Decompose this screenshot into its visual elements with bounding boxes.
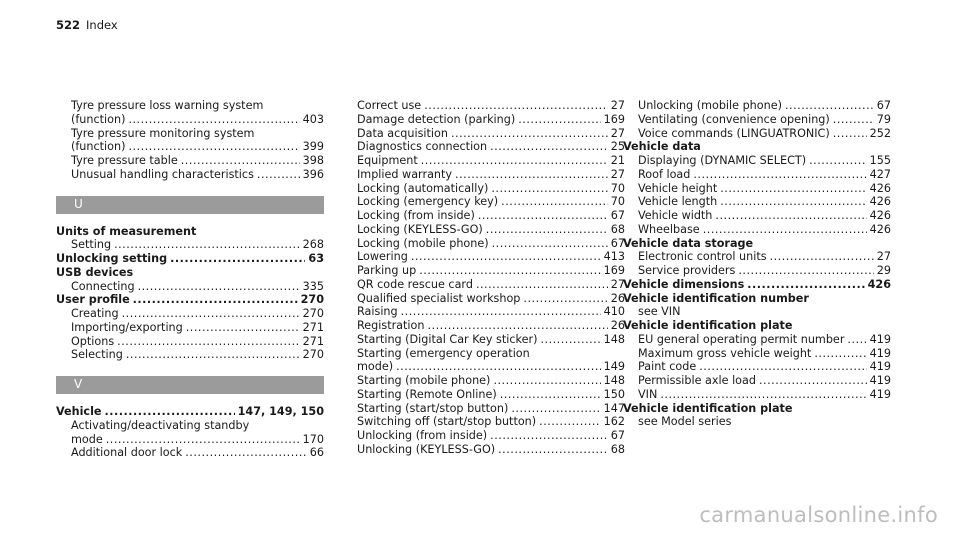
entry-page-number: 399: [302, 140, 324, 154]
entry-label: VIN: [638, 387, 658, 401]
leader-dots: [122, 307, 300, 321]
index-entry[interactable]: [623, 388, 891, 402]
index-entry[interactable]: [623, 182, 891, 196]
page-title: Index: [86, 18, 118, 32]
index-entry[interactable]: [623, 209, 891, 223]
index-entry: [56, 99, 324, 113]
leader-dots: [500, 388, 601, 402]
leader-dots: [847, 333, 866, 347]
entry-label: Vehicle dimensions: [623, 277, 745, 291]
entry-label: see VIN: [638, 305, 681, 319]
entry-label: Roof load: [638, 167, 691, 181]
index-entry[interactable]: [56, 321, 324, 335]
leader-dots: [501, 195, 608, 209]
index-entry[interactable]: [357, 154, 625, 168]
entry-label: see Model series: [638, 415, 732, 429]
index-heading: [623, 140, 891, 154]
entry-label: Starting (emergency operation: [357, 346, 530, 360]
index-entry[interactable]: [357, 333, 625, 347]
entry-page-number: 419: [869, 346, 891, 360]
leader-dots: [660, 388, 866, 402]
entry-label: Wheelbase: [638, 222, 700, 236]
index-heading: [623, 402, 891, 416]
entry-page-number: 252: [869, 126, 891, 140]
index-entry[interactable]: [56, 113, 324, 127]
index-entry[interactable]: [623, 127, 891, 141]
entry-label: Vehicle: [56, 405, 102, 418]
entry-label: Paint code: [638, 360, 697, 374]
entry-page-number: 147: [603, 401, 625, 415]
leader-dots: [486, 223, 608, 237]
section-letter-bar: V: [56, 376, 324, 394]
index-entry: [357, 347, 625, 361]
entry-label: Locking (from inside): [357, 209, 475, 222]
leader-dots: [747, 278, 864, 292]
entry-page-number: 27: [876, 250, 891, 264]
leader-dots: [478, 209, 608, 223]
entry-page-number: 270: [302, 307, 324, 320]
leader-dots: [181, 154, 300, 168]
entry-page-number: 66: [309, 446, 324, 460]
entry-label: Vehicle identification number: [623, 291, 809, 305]
index-entry[interactable]: [357, 237, 625, 251]
entry-page-number: 169: [603, 264, 625, 277]
index-entry[interactable]: [357, 415, 625, 429]
entry-label: mode): [357, 360, 394, 374]
entry-label: Equipment: [357, 154, 418, 167]
leader-dots: [133, 293, 298, 307]
entry-label: Tyre pressure loss warning system: [71, 99, 264, 112]
leader-dots: [427, 319, 607, 333]
entry-page-number: 67: [876, 99, 891, 112]
entry-label: Vehicle data storage: [623, 236, 754, 250]
index-entry[interactable]: [357, 113, 625, 127]
entry-page-number: 271: [302, 320, 324, 334]
index-entry[interactable]: [357, 223, 625, 237]
entry-page-number: 335: [302, 279, 324, 293]
leader-dots: [126, 348, 300, 362]
entry-label: Maximum gross vehicle weight: [638, 346, 812, 360]
page-header: [56, 18, 118, 32]
leader-dots: [105, 405, 235, 419]
entry-label: Vehicle width: [638, 209, 713, 222]
index-entry[interactable]: [623, 333, 891, 347]
entry-page-number: 419: [869, 360, 891, 374]
entry-label: Service providers: [638, 264, 736, 277]
entry-page-number: 26: [610, 291, 625, 305]
index-entry[interactable]: [357, 140, 625, 154]
leader-dots: [401, 305, 601, 319]
index-entry[interactable]: [357, 374, 625, 388]
entry-label: Locking (KEYLESS-GO): [357, 222, 483, 236]
entry-label: Starting (Remote Online): [357, 387, 497, 401]
entry-label: Locking (mobile phone): [357, 236, 489, 250]
entry-page-number: 70: [610, 195, 625, 209]
entry-label: Implied warranty: [357, 167, 453, 181]
entry-page-number: 68: [610, 222, 625, 236]
entry-label: Switching off (start/stop button): [357, 415, 537, 429]
index-heading[interactable]: [623, 278, 891, 292]
leader-dots: [498, 443, 608, 457]
entry-page-number: 398: [302, 154, 324, 167]
entry-page-number: 148: [603, 332, 625, 346]
leader-dots: [539, 415, 601, 429]
entry-label: Vehicle data: [623, 140, 701, 154]
entry-label: Selecting: [71, 348, 123, 362]
entry-label: Unlocking (KEYLESS-GO): [357, 442, 496, 456]
entry-label: mode: [71, 432, 103, 446]
entry-page-number: 413: [603, 250, 625, 264]
leader-dots: [421, 154, 608, 168]
entry-page-number: 419: [869, 387, 891, 401]
index-entry[interactable]: [357, 209, 625, 223]
entry-label: Locking (automatically): [357, 181, 489, 195]
leader-dots: [518, 113, 600, 127]
entry-label: Vehicle length: [638, 195, 718, 209]
leader-dots: [396, 360, 601, 374]
leader-dots: [451, 127, 608, 141]
entry-label: Unlocking setting: [56, 252, 168, 265]
leader-dots: [490, 140, 608, 154]
entry-page-number: 419: [869, 374, 891, 387]
entry-label: Electronic control units: [638, 250, 767, 264]
leader-dots: [128, 140, 299, 154]
index-entry[interactable]: [357, 278, 625, 292]
index-entry[interactable]: [357, 168, 625, 182]
entry-page-number: 147, 149, 150: [237, 405, 324, 418]
entry-page-number: 426: [869, 209, 891, 222]
index-column-2: [357, 99, 625, 457]
index-entry[interactable]: [623, 347, 891, 361]
leader-dots: [699, 360, 866, 374]
entry-page-number: 26: [610, 319, 625, 332]
entry-label: Vehicle identification plate: [623, 319, 793, 332]
leader-dots: [138, 280, 300, 294]
leader-dots: [770, 250, 874, 264]
entry-page-number: 27: [610, 126, 625, 140]
index-entry[interactable]: [623, 374, 891, 388]
entry-page-number: 410: [603, 305, 625, 319]
entry-label: Unlocking (mobile phone): [638, 99, 782, 112]
leader-dots: [128, 113, 299, 127]
leader-dots: [170, 252, 305, 266]
index-column-1: [56, 99, 324, 460]
index-entry[interactable]: [357, 388, 625, 402]
entry-page-number: 169: [603, 112, 625, 126]
entry-page-number: 427: [869, 167, 891, 181]
entry-page-number: 70: [610, 181, 625, 195]
index-entry: [623, 305, 891, 319]
leader-dots: [455, 168, 608, 182]
leader-dots: [492, 237, 608, 251]
entry-label: Setting: [71, 238, 112, 252]
leader-dots: [106, 433, 300, 447]
entry-label: Diagnostics connection: [357, 140, 488, 154]
index-entry[interactable]: [357, 402, 625, 416]
leader-dots: [693, 168, 866, 182]
leader-dots: [738, 264, 873, 278]
entry-label: Tyre pressure monitoring system: [71, 126, 255, 140]
index-entry[interactable]: [357, 429, 625, 443]
entry-label: Connecting: [71, 279, 135, 293]
index-entry[interactable]: [623, 250, 891, 264]
leader-dots: [809, 154, 867, 168]
entry-page-number: 170: [302, 432, 324, 446]
entry-label: Units of measurement: [56, 224, 197, 238]
entry-page-number: 148: [603, 374, 625, 387]
leader-dots: [814, 347, 866, 361]
leader-dots: [540, 333, 600, 347]
index-entry[interactable]: [56, 238, 324, 252]
index-entry: [56, 419, 324, 433]
entry-label: Qualified specialist workshop: [357, 291, 521, 305]
entry-label: Vehicle height: [638, 181, 718, 195]
index-entry[interactable]: [56, 446, 324, 460]
index-entry[interactable]: [357, 182, 625, 196]
entry-label: User profile: [56, 293, 130, 307]
entry-page-number: 271: [302, 334, 324, 348]
entry-label: Voice commands (LINGUATRONIC): [638, 126, 830, 140]
entry-page-number: 67: [610, 429, 625, 442]
entry-label: Parking up: [357, 264, 417, 277]
leader-dots: [523, 292, 607, 306]
entry-label: Lowering: [357, 250, 408, 264]
index-entry[interactable]: [357, 319, 625, 333]
leader-dots: [511, 402, 600, 416]
index-entry[interactable]: [623, 360, 891, 374]
entry-page-number: 27: [610, 277, 625, 291]
entry-page-number: 25: [610, 140, 625, 154]
index-heading[interactable]: [56, 252, 324, 266]
leader-dots: [476, 278, 608, 292]
entry-page-number: 67: [610, 209, 625, 222]
leader-dots: [833, 127, 867, 141]
index-entry[interactable]: [623, 264, 891, 278]
entry-page-number: 162: [603, 415, 625, 429]
entry-page-number: 419: [869, 332, 891, 346]
leader-dots: [833, 113, 874, 127]
entry-label: Creating: [71, 307, 119, 320]
index-heading: [623, 237, 891, 251]
entry-label: Displaying (DYNAMIC SELECT): [638, 154, 807, 167]
entry-page-number: 426: [869, 195, 891, 209]
leader-dots: [720, 182, 866, 196]
entry-page-number: 27: [610, 99, 625, 112]
leader-dots: [411, 250, 601, 264]
entry-label: Permissible axle load: [638, 374, 756, 387]
entry-page-number: 268: [302, 238, 324, 252]
index-column-3: [623, 99, 891, 429]
entry-label: Tyre pressure table: [71, 154, 178, 167]
index-entry[interactable]: [623, 195, 891, 209]
entry-label: Registration: [357, 319, 425, 332]
entry-label: Unlocking (from inside): [357, 429, 488, 442]
entry-label: Data acquisition: [357, 126, 448, 140]
entry-page-number: 68: [610, 442, 625, 456]
index-entry[interactable]: [357, 264, 625, 278]
index-entry[interactable]: [56, 168, 324, 182]
entry-page-number: 79: [876, 112, 891, 126]
entry-page-number: 27: [610, 167, 625, 181]
entry-label: Raising: [357, 305, 398, 319]
leader-dots: [759, 374, 867, 388]
entry-label: Starting (Digital Car Key sticker): [357, 332, 538, 346]
entry-label: Starting (mobile phone): [357, 374, 491, 387]
leader-dots: [424, 99, 608, 113]
index-entry[interactable]: [56, 280, 324, 294]
leader-dots: [493, 374, 600, 388]
index-entry[interactable]: [357, 292, 625, 306]
entry-label: Unusual handling characteristics: [71, 167, 254, 181]
leader-dots: [715, 209, 866, 223]
entry-label: Activating/deactivating standby: [71, 418, 250, 432]
index-entry[interactable]: [56, 433, 324, 447]
entry-label: (function): [71, 112, 126, 126]
entry-page-number: 403: [302, 112, 324, 126]
entry-page-number: 155: [869, 154, 891, 167]
index-entry: [56, 127, 324, 141]
index-entry[interactable]: [56, 140, 324, 154]
index-entry[interactable]: [56, 335, 324, 349]
watermark: carmanualsonline.info: [699, 503, 938, 527]
entry-page-number: 270: [300, 293, 324, 307]
section-letter-bar: U: [56, 196, 324, 214]
entry-page-number: 149: [603, 360, 625, 374]
leader-dots: [703, 223, 867, 237]
entry-label: Damage detection (parking): [357, 112, 516, 126]
entry-label: Vehicle identification plate: [623, 401, 793, 415]
index-entry[interactable]: [357, 127, 625, 141]
leader-dots: [186, 321, 300, 335]
leader-dots: [720, 195, 866, 209]
leader-dots: [490, 429, 608, 443]
index-heading[interactable]: [56, 293, 324, 307]
leader-dots: [491, 182, 607, 196]
index-heading: [623, 319, 891, 333]
leader-dots: [117, 335, 299, 349]
leader-dots: [419, 264, 600, 278]
entry-page-number: 426: [869, 181, 891, 195]
index-entry[interactable]: [357, 443, 625, 457]
leader-dots: [185, 446, 307, 460]
entry-page-number: 150: [603, 387, 625, 401]
index-heading: [56, 225, 324, 239]
index-heading[interactable]: [56, 405, 324, 419]
entry-page-number: 270: [302, 348, 324, 362]
index-heading: [56, 266, 324, 280]
index-heading: [623, 292, 891, 306]
leader-dots: [114, 238, 300, 252]
index-entry[interactable]: [357, 99, 625, 113]
entry-label: Importing/exporting: [71, 320, 183, 334]
entry-label: Options: [71, 334, 115, 348]
entry-label: QR code rescue card: [357, 277, 473, 291]
entry-label: Correct use: [357, 99, 422, 112]
index-entry[interactable]: [623, 154, 891, 168]
entry-page-number: 29: [876, 264, 891, 277]
entry-page-number: 67: [610, 236, 625, 250]
index-entry[interactable]: [623, 113, 891, 127]
entry-page-number: 426: [867, 277, 891, 291]
index-entry[interactable]: [56, 348, 324, 362]
index-entry[interactable]: [623, 99, 891, 113]
index-entry[interactable]: [357, 195, 625, 209]
entry-label: USB devices: [56, 265, 134, 279]
entry-label: Starting (start/stop button): [357, 401, 509, 415]
index-entry[interactable]: [623, 168, 891, 182]
page-number: 522: [56, 18, 81, 32]
entry-page-number: 21: [610, 154, 625, 167]
entry-page-number: 426: [869, 222, 891, 236]
index-entry[interactable]: [56, 154, 324, 168]
leader-dots: [257, 168, 300, 182]
entry-page-number: 63: [308, 252, 324, 265]
index-entry[interactable]: [357, 360, 625, 374]
index-entry[interactable]: [56, 307, 324, 321]
leader-dots: [785, 99, 874, 113]
entry-label: Ventilating (convenience opening): [638, 112, 830, 126]
index-entry[interactable]: [623, 223, 891, 237]
entry-label: EU general operating permit number: [638, 332, 845, 346]
entry-label: Additional door lock: [71, 446, 183, 460]
entry-label: Locking (emergency key): [357, 195, 499, 209]
entry-label: (function): [71, 140, 126, 154]
index-entry: [623, 415, 891, 429]
index-entry[interactable]: [357, 305, 625, 319]
entry-page-number: 396: [302, 167, 324, 181]
index-entry[interactable]: [357, 250, 625, 264]
